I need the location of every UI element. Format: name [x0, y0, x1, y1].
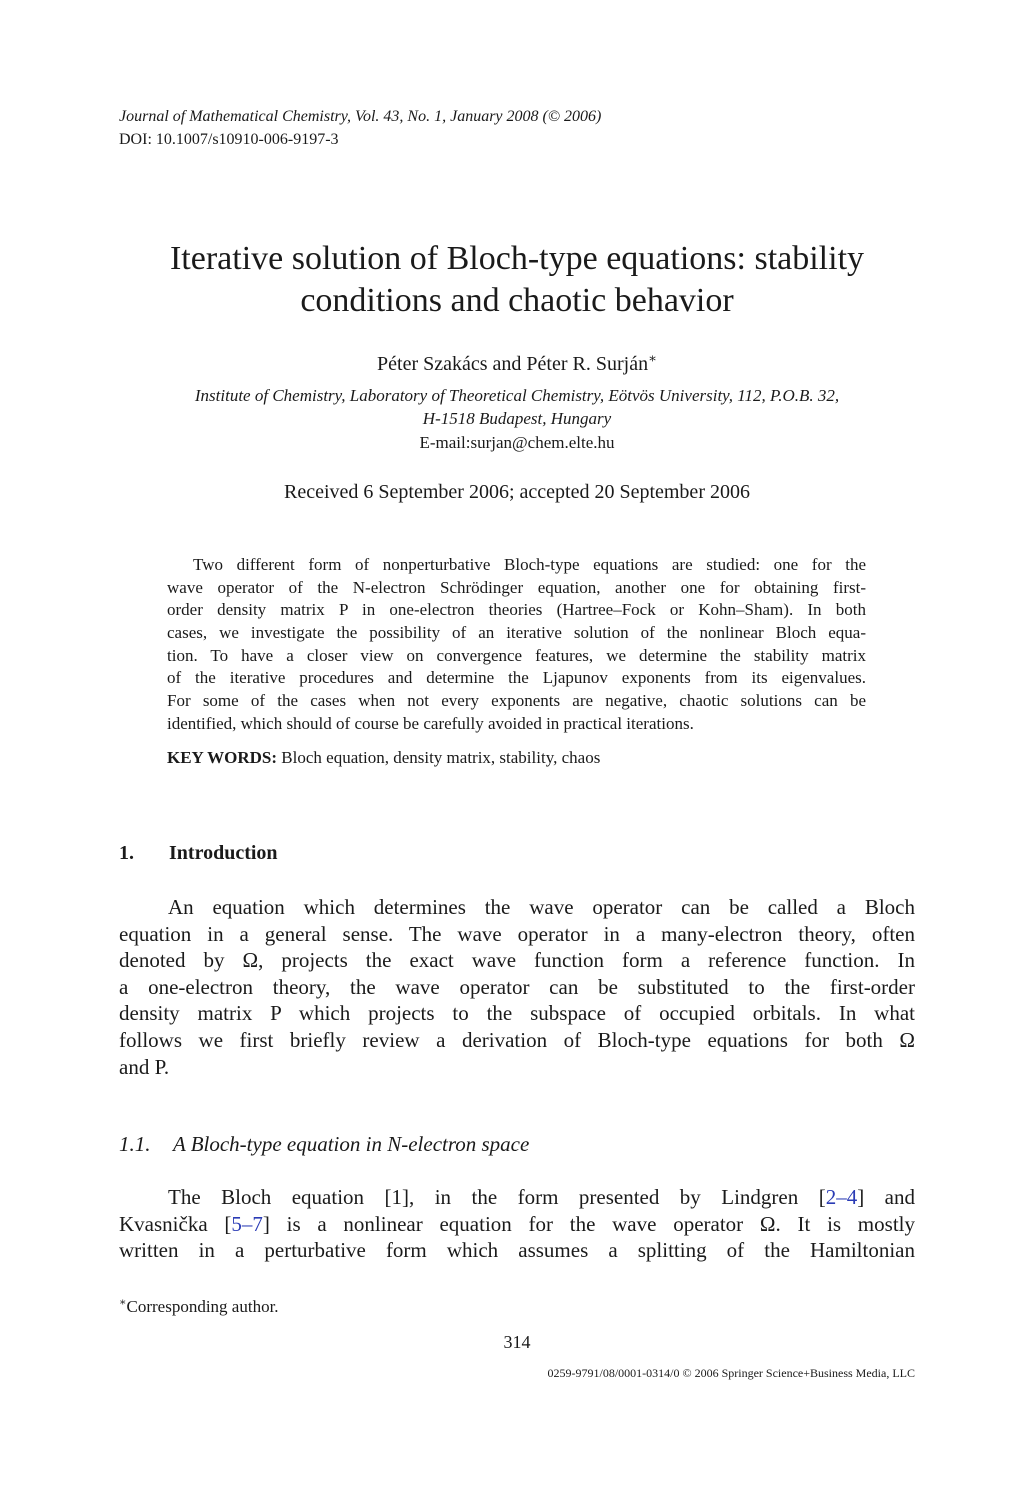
keywords-text: Bloch equation, density matrix, stability, chaos — [281, 748, 601, 767]
copyright-line: 0259-9791/08/0001-0314/0 © 2006 Springer Science+Business Media, LLC — [547, 1366, 915, 1380]
abstract-line: identified, which should of course be carefully avoided in practical iterations. — [167, 713, 694, 733]
corresponding-marker: ∗ — [648, 350, 657, 366]
bloch-paragraph — [119, 1184, 915, 1264]
body-line: denoted by Ω, projects the exact wave function form a reference function. In — [119, 948, 915, 973]
body-line: follows we first briefly review a derivation of Bloch-type equations for both Ω — [119, 1027, 915, 1052]
subsection-heading — [119, 1131, 529, 1157]
doi: DOI: 10.1007/s10910-006-9197-3 — [119, 131, 339, 148]
body-line: equation in a general sense. The wave operator in a many-electron theory, often — [119, 921, 915, 946]
paper-title — [0, 238, 1034, 322]
authors — [0, 351, 1034, 377]
abstract-line: wave operator of the N-electron Schrödinger equation, another one for obtaining first- — [167, 577, 866, 597]
affiliation-line-2: H-1518 Budapest, Hungary — [422, 409, 612, 428]
keywords — [167, 747, 600, 769]
email: E-mail:surjan@chem.elte.hu — [419, 433, 615, 452]
abstract — [167, 554, 866, 736]
reference-link-kvasnicka[interactable]: 5–7 — [231, 1211, 263, 1236]
body-line — [119, 1184, 915, 1211]
body-line: An equation which determines the wave operator can be called a Bloch — [168, 895, 915, 919]
abstract-line: Two different form of nonperturbative Bloch-type equations are studied: one for the — [193, 555, 866, 574]
journal-citation: Journal of Mathematical Chemistry, Vol. 43, No. 1, January 2008 (© 2006) — [119, 108, 602, 125]
reference-link-lindgren[interactable]: 2–4 — [825, 1185, 858, 1209]
subsection-number: 1.1. — [119, 1132, 151, 1156]
abstract-line: For some of the cases when not every exponents are negative, chaotic solutions can be — [167, 691, 866, 711]
introduction-paragraph — [119, 894, 915, 1080]
body-text: The Bloch equation [1], in the form presented by Lindgren [ — [168, 1185, 826, 1209]
body-line: written in a perturbative form which assumes a splitting of the Hamiltonian — [119, 1238, 915, 1263]
abstract-line: of the iterative procedures and determine the Ljapunov exponents from its eigenvalues. — [167, 668, 866, 688]
section-title: Introduction — [169, 842, 278, 864]
title-line-1: Iterative solution of Bloch-type equations: stability — [169, 240, 865, 277]
body-text: Kvasnička [ — [119, 1211, 232, 1236]
abstract-line: tion. To have a closer view on convergence features, we determine the stability matrix — [167, 645, 866, 665]
body-line: a one-electron theory, the wave operator can be substituted to the first-order — [119, 974, 915, 999]
section-number: 1. — [119, 842, 134, 864]
affiliation-line-1: Institute of Chemistry, Laboratory of Theoretical Chemistry, Eötvös University, 112, P.O.B. 32, — [194, 386, 840, 405]
section-heading-introduction — [119, 840, 278, 866]
body-line — [119, 1211, 915, 1238]
author-names: Péter Szakács and Péter R. Surján — [377, 353, 649, 375]
body-line: and P. — [119, 1054, 170, 1079]
abstract-line: cases, we investigate the possibility of an iterative solution of the nonlinear Bloch equa- — [167, 623, 866, 643]
body-text: ] and — [857, 1185, 915, 1209]
page-number: 314 — [503, 1332, 531, 1352]
subsection-title: A Bloch-type equation in N-electron space — [173, 1132, 530, 1156]
footnote-text: Corresponding author. — [126, 1297, 279, 1316]
footnote-marker: ∗ — [119, 1296, 127, 1309]
body-line: density matrix P which projects to the subspace of occupied orbitals. In what — [119, 1001, 915, 1026]
footnote — [119, 1296, 279, 1318]
abstract-line: order density matrix P in one-electron theories (Hartree–Fock or Kohn–Sham). In both — [167, 600, 866, 620]
received-dates: Received 6 September 2006; accepted 20 September 2006 — [284, 481, 750, 503]
keywords-label: KEY WORDS: — [167, 748, 278, 767]
body-text: ] is a nonlinear equation for the wave operator Ω. It is mostly — [262, 1211, 915, 1236]
title-line-2: conditions and chaotic behavior — [300, 282, 734, 319]
